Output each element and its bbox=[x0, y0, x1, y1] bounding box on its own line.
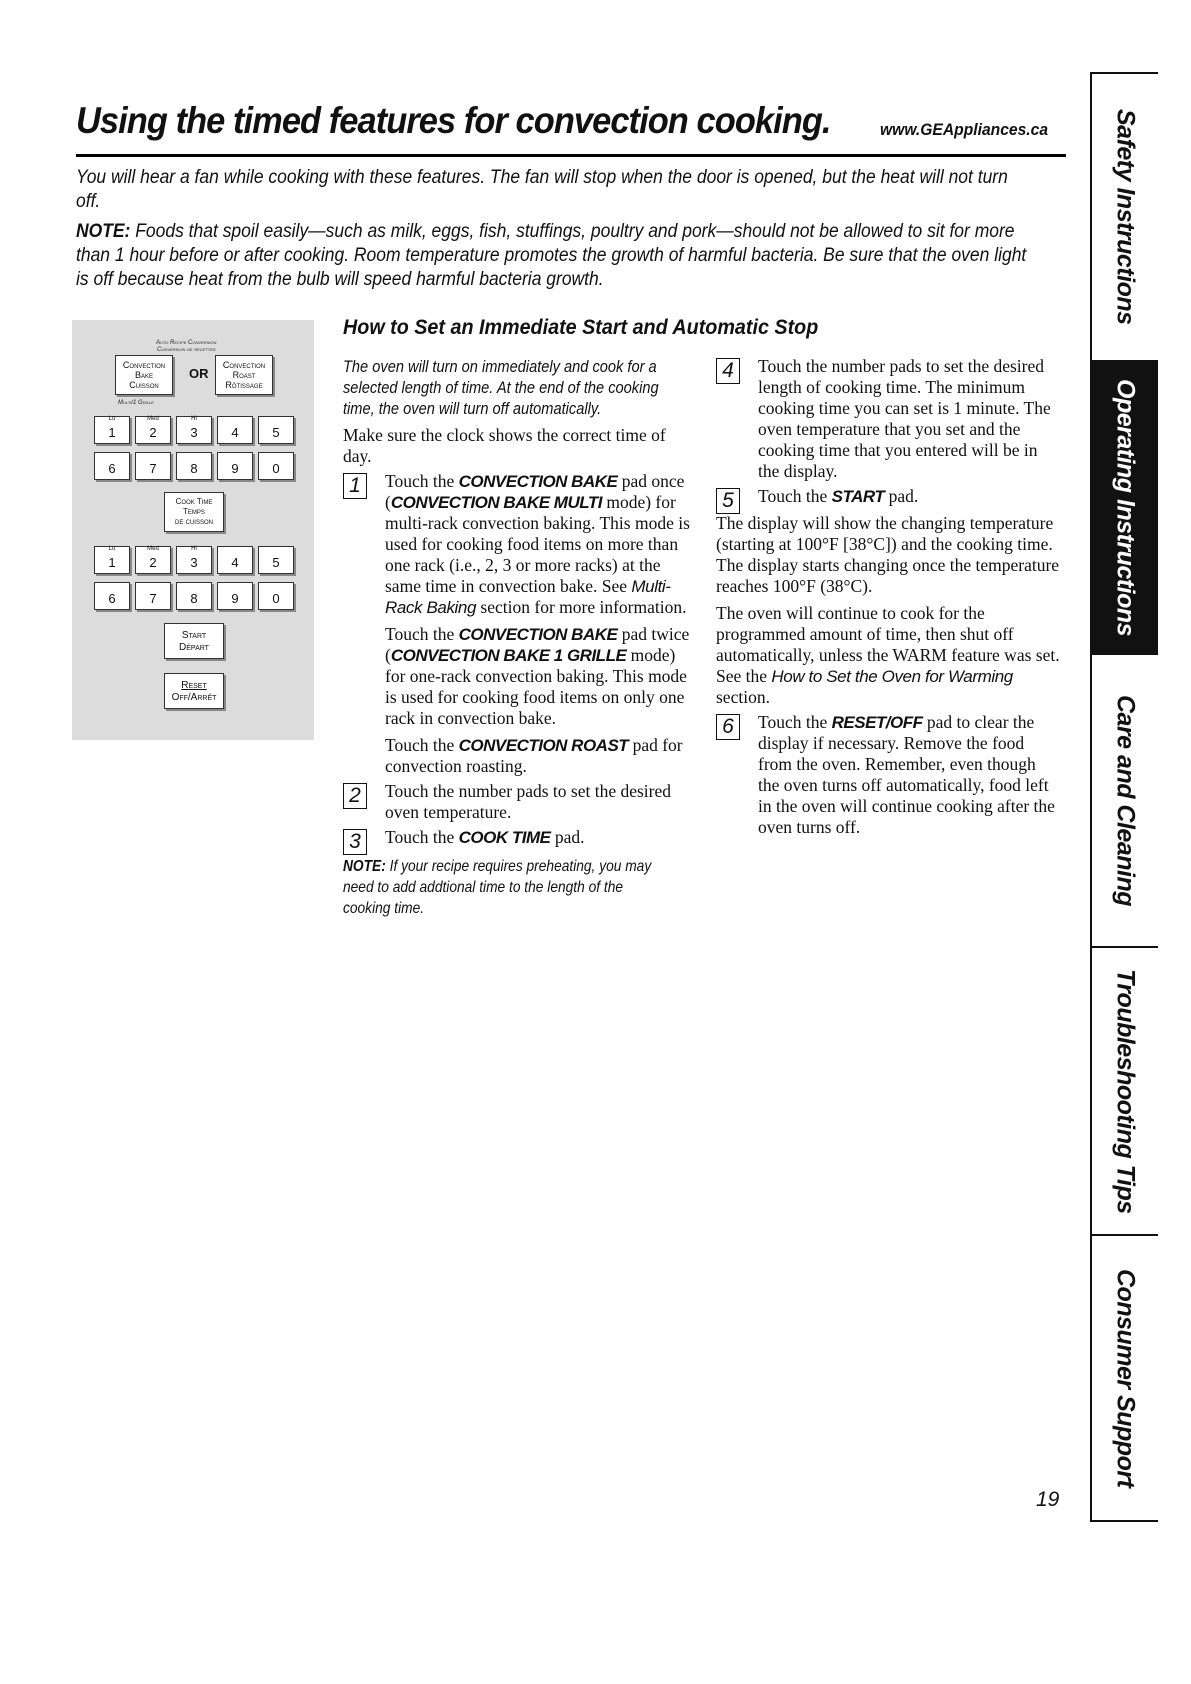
website-link[interactable]: www.GEAppliances.ca bbox=[880, 120, 1049, 139]
convection-roast-line1: Convection bbox=[222, 360, 266, 370]
hi-label: Hi bbox=[191, 546, 197, 552]
step-1-option-c bbox=[343, 735, 693, 777]
left-column bbox=[343, 356, 693, 919]
reset-off-pad[interactable] bbox=[164, 673, 224, 709]
page-number: 19 bbox=[1036, 1488, 1060, 1511]
lo-label: Lo bbox=[108, 546, 116, 552]
number-pad-5[interactable] bbox=[258, 546, 294, 574]
digit: 6 bbox=[108, 591, 116, 606]
auto-recipe-label: Auto Recipe Conversion bbox=[156, 340, 217, 346]
digit: 9 bbox=[231, 591, 239, 606]
cook-time-line1: Cook Time bbox=[175, 497, 213, 506]
control-panel-illustration bbox=[72, 320, 314, 740]
convection-bake-line1: Convection bbox=[122, 360, 166, 370]
start-line2: Départ bbox=[179, 642, 209, 653]
digit: 6 bbox=[108, 461, 116, 476]
or-label: OR bbox=[189, 366, 209, 381]
text: Touch the bbox=[385, 827, 459, 847]
tab-label: Troubleshooting Tips bbox=[1111, 968, 1140, 1214]
number-pad-0[interactable] bbox=[258, 452, 294, 480]
number-pad-1[interactable] bbox=[94, 416, 130, 444]
tab-label: Safety Instructions bbox=[1111, 109, 1140, 325]
number-pad-9[interactable] bbox=[217, 452, 253, 480]
tab-consumer-support[interactable] bbox=[1092, 1236, 1158, 1522]
text: mode) for multi-rack convection baking. This mode is used for cooking food items on more than one rack (i.e., 2, 3 or more racks) at the same time in convection bake. See bbox=[385, 492, 690, 596]
hi-label: Hi bbox=[191, 416, 197, 422]
right-column bbox=[716, 356, 1061, 838]
start-line1: Start bbox=[181, 630, 207, 641]
number-pad-6[interactable] bbox=[94, 582, 130, 610]
convection-roast-pad[interactable] bbox=[215, 355, 273, 395]
lead-text: The oven will turn on immediately and cook for a selected length of time. At the end of the cooking time, the oven will turn off automatically. bbox=[343, 357, 659, 418]
med-label: Med bbox=[147, 546, 159, 552]
note-text: If your recipe requires preheating, you may need to add addtional time to the length of the cooking time. bbox=[343, 858, 652, 917]
text: Touch the bbox=[385, 735, 459, 755]
note-label: NOTE: bbox=[343, 858, 386, 875]
keyword: CONVECTION BAKE bbox=[458, 472, 618, 491]
number-pad-0[interactable] bbox=[258, 582, 294, 610]
digit: 1 bbox=[108, 555, 116, 570]
digit: 5 bbox=[272, 425, 280, 440]
tab-label: Consumer Support bbox=[1111, 1268, 1140, 1488]
text: Touch the bbox=[758, 486, 832, 506]
tab-label: Care and Cleaning bbox=[1111, 695, 1140, 906]
step-6 bbox=[716, 712, 1061, 838]
tab-safety-instructions[interactable] bbox=[1092, 74, 1158, 362]
digit: 2 bbox=[149, 555, 157, 570]
display-text: The display will show the changing temperature (starting at 100°F [38°C]) and the cooking time. The display starts changing once the temperature reaches 100°F (38°C). bbox=[716, 513, 1060, 596]
digit: 7 bbox=[149, 591, 157, 606]
lo-label: Lo bbox=[108, 416, 116, 422]
step-2 bbox=[343, 781, 693, 823]
clock-text: Make sure the clock shows the correct time of day. bbox=[343, 425, 666, 466]
keyword: COOK TIME bbox=[458, 828, 551, 847]
digit: 7 bbox=[149, 461, 157, 476]
number-pad-7[interactable] bbox=[135, 452, 171, 480]
digit: 2 bbox=[149, 425, 157, 440]
text: Touch the bbox=[385, 471, 459, 491]
step-3 bbox=[343, 827, 693, 853]
digit: 0 bbox=[272, 591, 280, 606]
cook-time-pad[interactable] bbox=[164, 492, 224, 532]
text: pad to clear the display if necessary. Remove the food from the oven. Remember, even though the oven turns off automatically, food left in the oven will continue cooking after the oven turns off. bbox=[758, 712, 1055, 837]
convection-bake-line3: Cuisson bbox=[129, 380, 159, 390]
text: mode) for one-rack convection baking. This mode is used for cooking food items on only one rack in convection bake. bbox=[385, 645, 687, 728]
text: section. bbox=[716, 687, 770, 707]
step-number: 6 bbox=[716, 714, 740, 740]
number-pad-5[interactable] bbox=[258, 416, 294, 444]
digit: 8 bbox=[190, 591, 198, 606]
number-pad-2[interactable] bbox=[135, 416, 171, 444]
keyword: CONVECTION BAKE MULTI bbox=[390, 493, 602, 512]
cook-time-line2: Temps bbox=[183, 507, 205, 516]
text: pad twice ( bbox=[385, 624, 690, 665]
keyword: CONVECTION ROAST bbox=[458, 736, 629, 755]
keyword: CONVECTION BAKE bbox=[458, 625, 618, 644]
digit: 9 bbox=[231, 461, 239, 476]
number-pad-1[interactable] bbox=[94, 546, 130, 574]
keyword: START bbox=[831, 487, 885, 506]
intro-note-text: Foods that spoil easily—such as milk, eggs, fish, stuffings, poultry and pork—should not be allowed to sit for more than 1 hour before or after cooking. Room temperature promotes the growth of harmful bacteria. Be sure that the oven light is off because heat from the bulb will speed harmful bacteria growth. bbox=[76, 221, 1027, 290]
reset-line2: Off/Arrêt bbox=[171, 692, 217, 703]
multi-grille-label: Multi/1 Grille bbox=[118, 400, 154, 406]
digit: 0 bbox=[272, 461, 280, 476]
med-label: Med bbox=[147, 416, 159, 422]
digit: 3 bbox=[190, 425, 198, 440]
number-pad-9[interactable] bbox=[217, 582, 253, 610]
page-title: Using the timed features for convection cooking. bbox=[76, 100, 831, 141]
digit: 3 bbox=[190, 555, 198, 570]
number-pad-7[interactable] bbox=[135, 582, 171, 610]
number-pad-2[interactable] bbox=[135, 546, 171, 574]
step-number: 2 bbox=[343, 783, 367, 809]
reference: How to Set the Oven for Warming bbox=[771, 667, 1013, 686]
text: pad once ( bbox=[385, 471, 685, 512]
cook-time-line3: de cuisson bbox=[175, 517, 213, 526]
step-number: 1 bbox=[343, 473, 367, 499]
text: Touch the number pads to set the desired length of cooking time. The minimum cooking time you can set is 1 minute. The oven temperature that you set and the cooking time that you entered will be in the display. bbox=[758, 356, 1051, 481]
intro-note bbox=[76, 220, 1033, 292]
digit: 4 bbox=[231, 555, 239, 570]
step-number: 4 bbox=[716, 358, 740, 384]
text: pad. bbox=[884, 486, 919, 506]
digit: 1 bbox=[108, 425, 116, 440]
section-tabs bbox=[1090, 72, 1158, 1522]
auto-recipe-label-fr: Conversion de recettes bbox=[157, 347, 216, 353]
convection-bake-line2: Bake bbox=[134, 370, 153, 380]
number-pad-8[interactable] bbox=[176, 452, 212, 480]
text: section for more information. bbox=[476, 597, 687, 617]
digit: 4 bbox=[231, 425, 239, 440]
number-pad-3[interactable] bbox=[176, 546, 212, 574]
number-pad-4[interactable] bbox=[217, 416, 253, 444]
text: The oven will continue to cook for the programmed amount of time, then shut off automatically, unless the WARM feature was set. See the bbox=[716, 603, 1060, 686]
step-5 bbox=[716, 486, 1061, 512]
continue-text bbox=[716, 603, 1061, 708]
tab-label: Operating Instructions bbox=[1111, 378, 1140, 637]
keyword: CONVECTION BAKE 1 GRILLE bbox=[390, 646, 627, 665]
step-4 bbox=[716, 356, 1061, 482]
text: Touch the bbox=[758, 712, 832, 732]
section-heading: How to Set an Immediate Start and Automatic Stop bbox=[343, 316, 819, 339]
keyword: RESET/OFF bbox=[831, 713, 923, 732]
tab-troubleshooting-tips[interactable] bbox=[1092, 948, 1158, 1236]
step-number: 3 bbox=[343, 829, 367, 855]
number-pad-6[interactable] bbox=[94, 452, 130, 480]
digit: 8 bbox=[190, 461, 198, 476]
intro-note-label: NOTE: bbox=[76, 221, 131, 242]
reference: Multi-Rack Baking bbox=[385, 577, 671, 617]
tab-care-and-cleaning[interactable] bbox=[1092, 655, 1158, 948]
text: pad. bbox=[550, 827, 585, 847]
step-1-option-b bbox=[343, 624, 693, 729]
step-1 bbox=[343, 471, 693, 618]
number-pad-4[interactable] bbox=[217, 546, 253, 574]
step-number: 5 bbox=[716, 488, 740, 514]
convection-roast-line2: Roast bbox=[232, 370, 256, 380]
start-pad[interactable] bbox=[164, 623, 224, 659]
text: Touch the number pads to set the desired oven temperature. bbox=[385, 781, 671, 822]
text: pad for convection roasting. bbox=[385, 735, 683, 776]
intro-fan-text: You will hear a fan while cooking with these features. The fan will stop when the door is opened, but the heat will not turn off. bbox=[76, 167, 1008, 212]
convection-roast-line3: Rôtissage bbox=[225, 380, 263, 390]
preheat-note bbox=[343, 856, 670, 919]
tab-operating-instructions[interactable] bbox=[1092, 362, 1158, 655]
reset-line1: Reset bbox=[181, 680, 207, 691]
number-pad-8[interactable] bbox=[176, 582, 212, 610]
number-pad-3[interactable] bbox=[176, 416, 212, 444]
convection-bake-pad[interactable] bbox=[115, 355, 173, 395]
text: Touch the bbox=[385, 624, 459, 644]
header-rule bbox=[76, 154, 1066, 157]
digit: 5 bbox=[272, 555, 280, 570]
